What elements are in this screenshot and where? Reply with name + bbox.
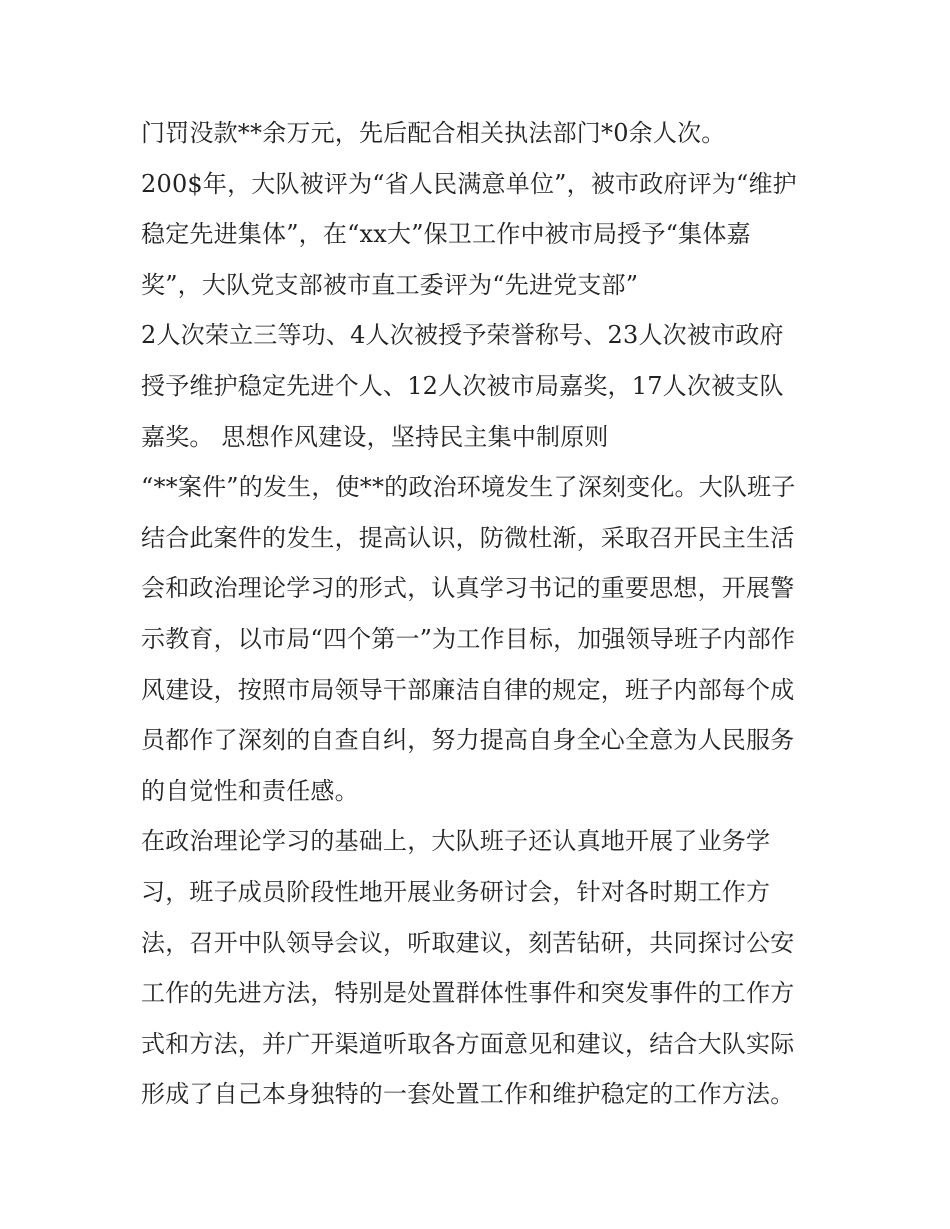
text-line: 工作的先进方法，特别是处置群体性事件和突发事件的工作方 xyxy=(141,979,795,1008)
text-line: 授予维护稳定先进个人、12人次被市局嘉奖，17人次被支队 xyxy=(141,371,784,400)
text-line: 式和方法，并广开渠道听取各方面意见和建议，结合大队实际 xyxy=(141,1029,795,1058)
text-line: “**案件”的发生，使**的政治环境发生了深刻变化。大队班子 xyxy=(141,473,796,502)
text-line: 员都作了深刻的自查自纠，努力提高自身全心全意为人民服务 xyxy=(141,726,795,755)
text-line: 形成了自己本身独特的一套处置工作和维护稳定的工作方法。 xyxy=(141,1080,795,1109)
text-line: 奖”，大队党支部被市直工委评为“先进党支部” xyxy=(141,270,639,299)
document-body xyxy=(141,108,821,1120)
text-line: 示教育，以市局“四个第一”为工作目标，加强领导班子内部作 xyxy=(141,624,796,653)
text-line: 风建设，按照市局领导干部廉洁自律的规定，班子内部每个成 xyxy=(141,675,795,704)
text-line: 门罚没款**余万元，先后配合相关执法部门*0余人次。 xyxy=(141,119,726,147)
text-line: 2人次荣立三等功、4人次被授予荣誉称号、23人次被市政府 xyxy=(141,321,784,350)
text-line: 在政治理论学习的基础上，大队班子还认真地开展了业务学 xyxy=(141,827,771,856)
text-line: 嘉奖。 思想作风建设，坚持民主集中制原则 xyxy=(141,422,609,451)
text-line: 习，班子成员阶段性地开展业务研讨会，针对各时期工作方 xyxy=(141,877,771,906)
text-line: 稳定先进集体”，在“xx大”保卫工作中被市局授予“集体嘉 xyxy=(141,220,751,249)
text-line: 会和政治理论学习的形式，认真学习书记的重要思想，开展警 xyxy=(141,574,795,603)
text-line: 200$年，大队被评为“省人民满意单位”，被市政府评为“维护 xyxy=(141,169,797,198)
text-line: 结合此案件的发生，提高认识，防微杜渐，采取召开民主生活 xyxy=(141,523,795,552)
text-line: 法，召开中队领导会议，听取建议，刻苦钻研，共同探讨公安 xyxy=(141,928,795,957)
text-line: 的自觉性和责任感。 xyxy=(141,776,359,805)
